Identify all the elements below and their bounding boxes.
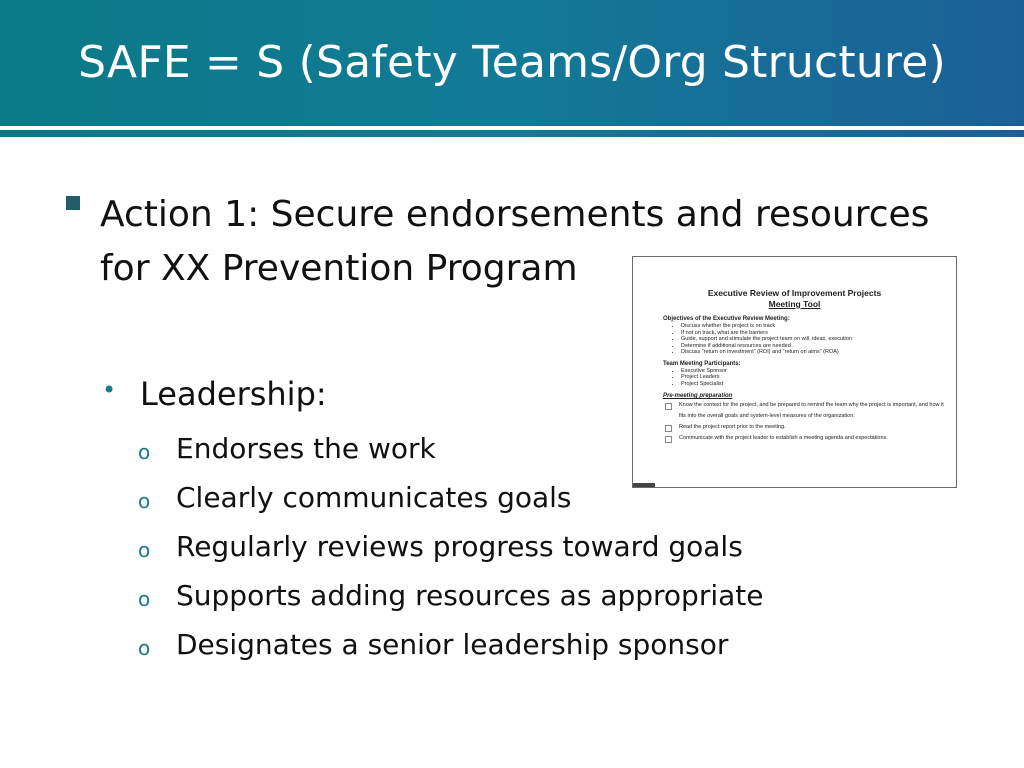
document-footer-mark — [633, 483, 655, 487]
round-bullet-icon: • — [102, 376, 117, 404]
circle-bullet-icon: o — [138, 586, 151, 611]
participants-heading: Team Meeting Participants: — [663, 360, 741, 367]
list-item — [138, 571, 763, 620]
slide-title: SAFE = S (Safety Teams/Org Structure) — [78, 37, 946, 88]
prep-item — [665, 400, 944, 422]
checkbox-icon — [665, 436, 672, 443]
circle-bullet-icon: o — [138, 635, 151, 660]
list-item: • Determine if additional resources are needed . — [681, 343, 956, 350]
list-item: • Executive Sponsor — [681, 368, 956, 375]
circle-bullet-icon: o — [138, 439, 151, 464]
document-subtitle: Meeting Tool — [768, 299, 821, 309]
list-item: • Guide, support and stimulate the project team on will, ideas, execution — [681, 336, 956, 343]
prep-heading: Pre-meeting preparation — [663, 393, 733, 399]
prep-item — [665, 433, 944, 444]
list-item: • Project Leaders — [681, 374, 956, 381]
list-item-text: Endorses the work — [176, 431, 436, 465]
checkbox-icon — [665, 425, 672, 432]
prep-item-text: Communicate with the project leader to establish a meeting agenda and expectations. — [679, 435, 888, 441]
square-bullet-icon — [66, 196, 80, 210]
circle-bullet-icon: o — [138, 488, 151, 513]
list-item: • Project Specialist — [681, 381, 956, 388]
objectives-heading: Objectives of the Executive Review Meeting: — [663, 316, 790, 322]
meeting-tool-document-image — [632, 256, 957, 488]
list-item — [138, 522, 763, 571]
document-title: Executive Review of Improvement Projects — [707, 288, 882, 298]
title-divider-teal — [0, 130, 1024, 137]
list-item-text: Regularly reviews progress toward goals — [176, 529, 743, 563]
prep-item — [665, 422, 944, 433]
list-item: • Discuss “return on investment” (ROI) and “return on aims” (ROA) — [681, 349, 956, 356]
list-item: • Discuss whether the project is on track — [681, 323, 956, 330]
list-item-text: Clearly communicates goals — [176, 480, 572, 514]
circle-bullet-icon: o — [138, 537, 151, 562]
list-item-text: Designates a senior leadership sponsor — [176, 627, 729, 661]
list-item — [138, 620, 763, 669]
prep-item-text: Read the project report prior to the meeting. — [679, 424, 786, 430]
list-item: • If not on track, what are the barriers — [681, 330, 956, 337]
leadership-label: Leadership: — [140, 375, 327, 413]
list-item-text: Supports adding resources as appropriate — [176, 578, 764, 612]
participants-list — [681, 368, 956, 388]
prep-item-text: Know the context for the project, and be prepared to remind the team why the project is important, and how it fits into the overall goals and system-level measures of the organization. — [679, 402, 944, 419]
checkbox-icon — [665, 403, 672, 410]
objectives-list — [681, 323, 956, 356]
action-text: Action 1: Secure endorsements and resources for XX Prevention Program — [100, 194, 930, 289]
